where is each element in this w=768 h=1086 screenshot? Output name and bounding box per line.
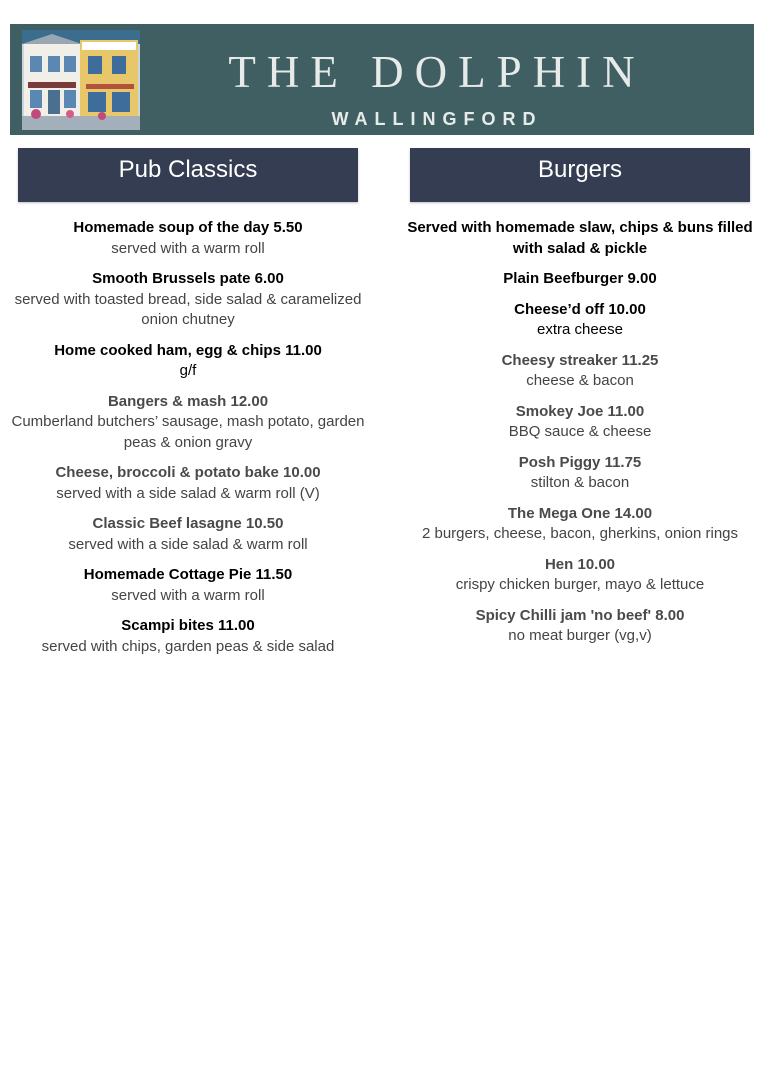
menu-item-description: 2 burgers, cheese, bacon, gherkins, onion rings bbox=[421, 525, 739, 542]
menu-item-description: served with a warm roll bbox=[111, 239, 265, 257]
menu-item-name: The Mega One 14.00 bbox=[507, 504, 653, 522]
pub-illustration bbox=[22, 30, 140, 130]
menu-item-name: Plain Beefburger 9.00 bbox=[503, 270, 657, 287]
menu-item bbox=[2, 218, 374, 259]
menu-item-name: Bangers & mash 12.00 bbox=[107, 392, 269, 410]
pub-classics-section bbox=[11, 148, 365, 667]
menu-item-description: served with a side salad & warm roll bbox=[68, 535, 308, 553]
menu-item bbox=[2, 269, 374, 331]
menu-item-description: no meat burger (vg,v) bbox=[508, 627, 652, 644]
menu-item-name: Scampi bites 11.00 bbox=[121, 617, 255, 634]
menu-item-name: Hen 10.00 bbox=[544, 555, 616, 573]
menu-item-name: Spicy Chilli jam 'no beef' 8.00 bbox=[475, 606, 685, 624]
menu-item-description: Cumberland butchers’ sausage, mash potato, garden peas & onion gravy bbox=[11, 413, 365, 451]
menu-item bbox=[394, 453, 766, 494]
menu-item bbox=[2, 616, 374, 657]
menu-item-name: Home cooked ham, egg & chips 11.00 bbox=[54, 341, 322, 359]
burgers-section bbox=[407, 148, 753, 657]
menu-item-name: Smokey Joe 11.00 bbox=[515, 402, 645, 420]
menu-item bbox=[2, 392, 374, 454]
menu-item bbox=[394, 300, 766, 341]
burgers-heading: Burgers bbox=[410, 148, 750, 202]
menu-item bbox=[2, 565, 374, 606]
building-illustration bbox=[22, 30, 140, 130]
menu-item-description: served with a warm roll bbox=[111, 586, 265, 604]
pub-location: WALLINGFORD bbox=[331, 109, 543, 129]
menu-item-description: extra cheese bbox=[537, 321, 623, 338]
menu-item-description: stilton & bacon bbox=[530, 474, 630, 491]
pub-classics-heading: Pub Classics bbox=[18, 148, 358, 202]
pub-name: THE DOLPHIN bbox=[228, 47, 646, 97]
menu-item-name: Posh Piggy 11.75 bbox=[518, 453, 642, 471]
menu-item bbox=[394, 402, 766, 443]
menu-item-description: g/f bbox=[179, 362, 197, 379]
menu-item-description: served with chips, garden peas & side salad bbox=[41, 637, 335, 655]
menu-item-name: Smooth Brussels pate 6.00 bbox=[92, 270, 284, 287]
menu-item bbox=[394, 504, 766, 545]
menu-item-name: Cheesy streaker 11.25 bbox=[501, 351, 659, 369]
menu-item bbox=[2, 514, 374, 555]
menu-item bbox=[394, 351, 766, 392]
menu-item-name: Homemade Cottage Pie 11.50 bbox=[83, 566, 293, 583]
menu-item bbox=[394, 555, 766, 596]
menu-item bbox=[394, 269, 766, 290]
burgers-intro: Served with homemade slaw, chips & buns filled with salad & pickle bbox=[407, 219, 753, 257]
header-banner bbox=[10, 24, 754, 135]
burgers-list bbox=[407, 218, 753, 647]
menu-item-description: crispy chicken burger, mayo & lettuce bbox=[455, 576, 705, 593]
menu-item-description: BBQ sauce & cheese bbox=[508, 423, 652, 440]
menu-item-name: Cheese, broccoli & potato bake 10.00 bbox=[55, 464, 321, 481]
menu-item bbox=[2, 341, 374, 382]
menu-item-name: Cheese’d off 10.00 bbox=[514, 300, 646, 318]
menu-item-name: Classic Beef lasagne 10.50 bbox=[92, 515, 284, 532]
menu-item-description: cheese & bacon bbox=[526, 372, 634, 389]
menu-item bbox=[394, 606, 766, 647]
menu-item-description: served with toasted bread, side salad & caramelized onion chutney bbox=[14, 290, 362, 328]
menu-item-name: Homemade soup of the day 5.50 bbox=[73, 219, 303, 236]
menu-item bbox=[2, 463, 374, 504]
pub-classics-list bbox=[11, 218, 365, 657]
menu-item-description: served with a side salad & warm roll (V) bbox=[56, 484, 320, 502]
